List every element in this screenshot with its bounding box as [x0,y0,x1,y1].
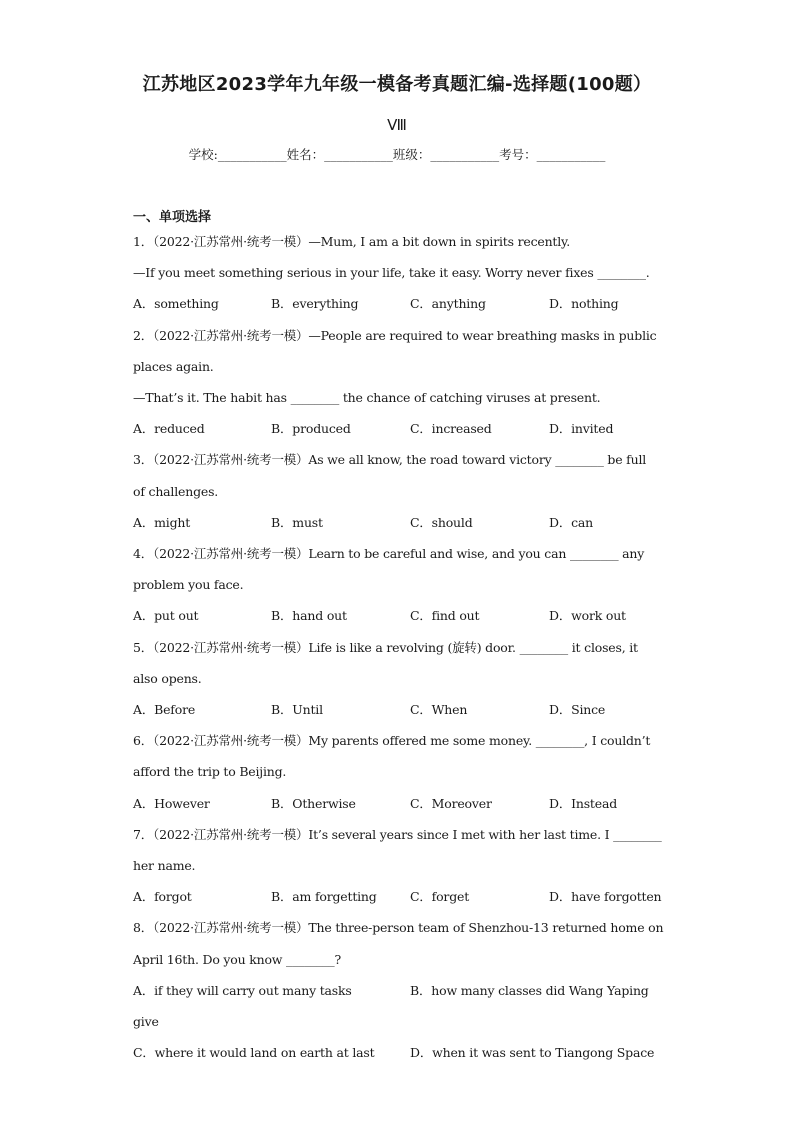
question-7-option-b[interactable]: B．am forgetting [271,889,377,904]
question-5-option-c[interactable]: C．When [410,702,468,717]
question-3-option-a[interactable]: A．might [133,515,191,530]
question-8-option-a[interactable]: A．if they will carry out many tasks [133,983,352,998]
question-7-line-1: 7．（2022·江苏常州·统考一模）It’s several years since I met with her last time. I ________ [133,827,662,842]
question-5-line-1: 5．（2022·江苏常州·统考一模）Life is like a revolving (旋转) door. ________ it closes, it [133,640,638,655]
student-info-line: 学校:___________姓名：___________班级：___________考号：___________ [188,147,606,162]
question-2-option-d[interactable]: D．invited [549,421,614,436]
question-3-option-d[interactable]: D．can [549,515,594,530]
question-7-option-d[interactable]: D．have forgotten [549,889,662,904]
question-6-line-2: afford the trip to Beijing. [133,764,287,779]
question-2-line-3: —That’s it. The habit has ________ the chance of catching viruses at present. [133,390,601,405]
question-5-option-d[interactable]: D．Since [549,702,606,717]
question-7-option-c[interactable]: C．forget [410,889,470,904]
question-5-option-a[interactable]: A．Before [133,702,196,717]
question-4-option-d[interactable]: D．work out [549,608,626,623]
page-title: 江苏地区2023学年九年级一模备考真题汇编-选择题(100题） [142,74,652,95]
page-subtitle: Ⅷ [387,116,407,134]
question-1-line-1: 1．（2022·江苏常州·统考一模）—Mum, I am a bit down in spirits recently. [133,234,571,249]
question-3-line-1: 3．（2022·江苏常州·统考一模）As we all know, the road toward victory ________ be full [133,452,647,467]
question-3-option-c[interactable]: C．should [410,515,473,530]
question-8-option-b[interactable]: B．how many classes did Wang Yaping [410,983,649,998]
question-3-line-2: of challenges. [133,484,219,499]
question-2-line-2: places again. [133,359,214,374]
question-6-option-d[interactable]: D．Instead [549,796,617,811]
question-7-line-2: her name. [133,858,196,873]
question-6-option-a[interactable]: A．However [133,796,210,811]
question-2-option-a[interactable]: A．reduced [133,421,205,436]
question-3-option-b[interactable]: B．must [271,515,323,530]
question-1-option-c[interactable]: C．anything [410,296,486,311]
question-2-line-1: 2．（2022·江苏常州·统考一模）—People are required to wear breathing masks in public [133,328,657,343]
question-4-line-1: 4．（2022·江苏常州·统考一模）Learn to be careful and wise, and you can ________ any [133,546,645,561]
question-1-option-a[interactable]: A．something [133,296,219,311]
question-7-option-a[interactable]: A．forgot [133,889,192,904]
question-6-option-b[interactable]: B．Otherwise [271,796,356,811]
question-1-option-d[interactable]: D．nothing [549,296,619,311]
question-1-line-2: —If you meet something serious in your life, take it easy. Worry never fixes ________. [133,265,650,280]
question-1-option-b[interactable]: B．everything [271,296,359,311]
question-4-option-b[interactable]: B．hand out [271,608,347,623]
question-8-option-c[interactable]: C．where it would land on earth at last [133,1045,375,1060]
question-8-option-b-continued[interactable]: give [133,1014,159,1029]
section-heading: 一、单项选择 [133,210,212,225]
question-5-line-2: also opens. [133,671,202,686]
question-8-line-2: April 16th. Do you know ________? [133,952,341,967]
question-8-option-d[interactable]: D．when it was sent to Tiangong Space [410,1045,655,1060]
question-6-option-c[interactable]: C．Moreover [410,796,492,811]
question-4-line-2: problem you face. [133,577,244,592]
question-2-option-b[interactable]: B．produced [271,421,351,436]
question-6-line-1: 6．（2022·江苏常州·统考一模）My parents offered me some money. ________, I couldn’t [133,733,651,748]
question-8-line-1: 8．（2022·江苏常州·统考一模）The three-person team of Shenzhou-13 returned home on [133,920,664,935]
question-2-option-c[interactable]: C．increased [410,421,492,436]
question-4-option-a[interactable]: A．put out [133,608,199,623]
question-5-option-b[interactable]: B．Until [271,702,323,717]
question-4-option-c[interactable]: C．find out [410,608,480,623]
